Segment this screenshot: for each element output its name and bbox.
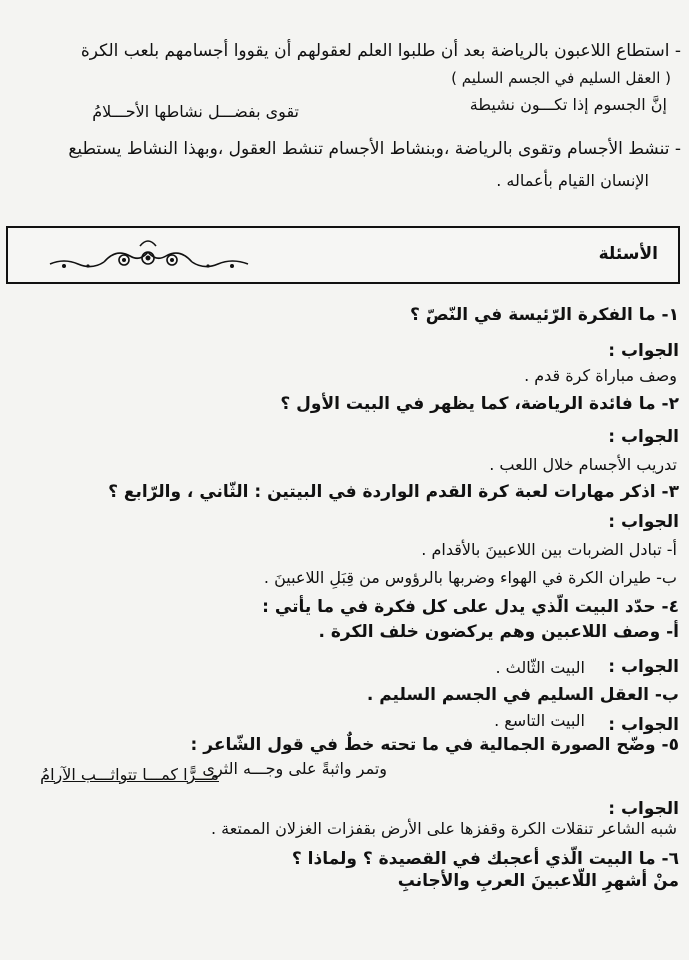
banner-title: الأسئلة (598, 244, 658, 264)
answer-1-label: الجواب : (608, 341, 679, 361)
answer-3-label: الجواب : (608, 512, 679, 532)
answer-1: وصف مباراة كرة قدم . (524, 366, 677, 385)
question-6: ٦- ما البيت الّذي أعجبك في القصيدة ؟ ولماذا ؟ (291, 849, 679, 869)
verse-b-left-underlined: مـــرًّا كمـــا تتواثـــب الآرامُ (40, 765, 219, 784)
question-1: ١- ما الفكرة الرّئيسة في النّصّ ؟ (409, 305, 679, 325)
question-3: ٣- اذكر مهارات لعبة كرة القدم الواردة في البيتين : الثّاني ، والرّابع ؟ (108, 482, 679, 502)
answer-3-a: أ- تبادل الضربات بين اللاعبينَ بالأقدام . (421, 540, 677, 559)
question-6-line-2: منْ أشهرِ اللّاعبينَ العربِ والأجانبِ (397, 871, 679, 891)
answer-5-label: الجواب : (608, 799, 679, 819)
ornament-icon (44, 238, 254, 274)
answer-2: تدريب الأجسام خلال اللعب . (489, 455, 677, 474)
answer-4-a: البيت الثّالث . (495, 658, 585, 677)
intro-line-1: - استطاع اللاعبون بالرياضة بعد أن طلبوا العلم لعقولهم أن يقووا أجسامهم بلعب الكرة (80, 41, 681, 61)
intro-line-4: الإنسان القيام بأعماله . (496, 171, 649, 190)
question-4-b: ب- العقل السليم في الجسم السليم . (366, 685, 679, 705)
question-4: ٤- حدّد البيت الّذي يدل على كل فكرة في ما يأتي : (262, 597, 679, 617)
question-2: ٢- ما فائدة الرياضة، كما يظهر في البيت الأول ؟ (280, 394, 679, 414)
answer-4-a-label: الجواب : (608, 657, 679, 677)
verse-a-right: إنَّ الجسوم إذا تكـــون نشيطة (469, 95, 667, 114)
intro-line-3: - تنشط الأجسام وتقوى بالرياضة ،وبنشاط الأجسام تنشط العقول ،وبهذا النشاط يستطيع (68, 139, 681, 159)
answer-3-b: ب- طيران الكرة في الهواء وضربها بالرؤوس من قِبَلِ اللاعبينَ . (263, 568, 677, 587)
questions-banner (6, 226, 680, 284)
question-5: ٥- وضّح الصورة الجمالية في ما تحته خطٌ في قول الشّاعر : (190, 735, 679, 755)
question-4-a: أ- وصف اللاعبين وهم يركضون خلف الكرة . (318, 622, 679, 642)
verse-b-right: وتمر واثبةً على وجـــه الثرى (202, 759, 387, 778)
answer-4-b-label: الجواب : (608, 715, 679, 735)
answer-2-label: الجواب : (608, 427, 679, 447)
verse-a-left: تقوى بفضـــل نشاطها الأحـــلامُ (92, 102, 299, 121)
answer-5: شبه الشاعر تنقلات الكرة وقفزها على الأرض بقفزات الغزلان الممتعة . (210, 819, 677, 838)
answer-4-b: البيت التاسع . (494, 711, 585, 730)
intro-proverb: ( العقل السليم في الجسم السليم ) (451, 69, 671, 87)
